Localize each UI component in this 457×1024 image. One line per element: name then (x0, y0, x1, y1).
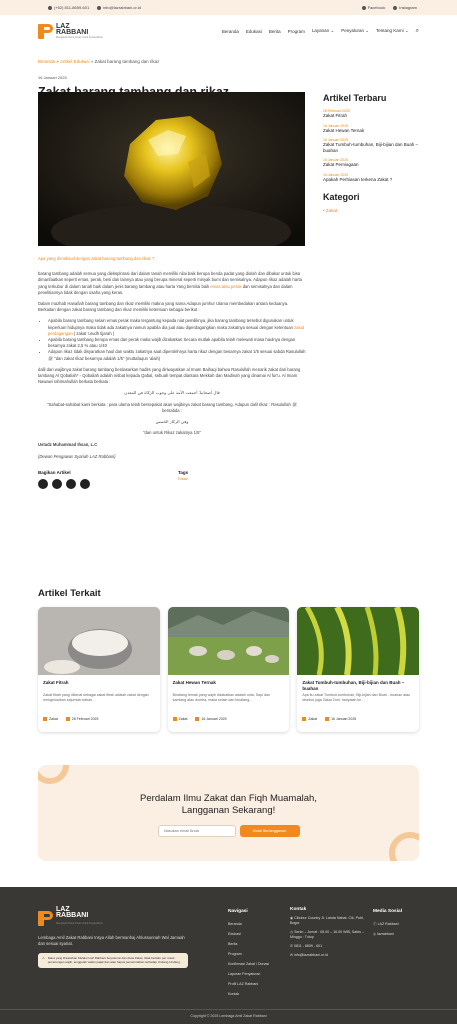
chevron-down-icon: ⌄ (330, 28, 335, 33)
rules-list (38, 318, 306, 361)
instagram-link[interactable]: Instagram (393, 5, 417, 10)
card-category[interactable]: Zakat (43, 717, 58, 721)
nav-layanan[interactable]: Layanan ⌄ (311, 28, 335, 33)
phone-icon (48, 6, 52, 10)
footer-nav: Navigasi Beranda Edukasi Berita Program Konfirmasi Zakat / Donasi Laporan Penyaluran Profil LAZ Rabbani Kontak (228, 907, 269, 999)
card-date: 28 Februari 2025 (66, 717, 99, 721)
article-question: Apa yang dimaksud dengan zakat barang tambang dan rikaz ? (38, 256, 155, 261)
calendar-icon (66, 717, 70, 721)
chevron-down-icon: ⌄ (365, 28, 370, 33)
email-contact[interactable]: info@lazrabbani.or.id (97, 5, 141, 10)
footer-email[interactable]: ✉ info@lazrabbani.or.id (290, 953, 328, 957)
footer-instagram-link[interactable]: ◎ lazrabbani (373, 932, 394, 936)
facebook-link[interactable]: Facebook (362, 5, 386, 10)
nav-program[interactable]: Program (287, 28, 305, 34)
copyright: Copyright © 2025 Lembaga Amil Zakat Rabbani (0, 1009, 457, 1018)
logo-icon (38, 911, 53, 926)
featured-image-gold-nugget (38, 92, 305, 246)
main-navbar (0, 15, 457, 47)
calendar-icon (325, 717, 329, 721)
footer-social: Media Sosial ⓕ LAZ Rabbani ◎ lazrabbani (373, 907, 402, 939)
top-contact-bar (0, 0, 457, 15)
related-articles (38, 588, 419, 732)
chevron-down-icon: ⌄ (404, 28, 409, 33)
author-title: (Dewan Pengawas Syariah LAZ Rabbani) (38, 453, 116, 459)
related-card[interactable]: Zakat Fitrah Zakat fitrah yang dikenal sebagai zakat fitrah adalah zakat dengan mengeluarkan sejumlah bahan… Zakat 28 Februari 2025 (38, 607, 160, 732)
article-paragraph: barang tambang adalah semua yang dieksplorasi dari dalam tanah memiliki nilai baik berupa benda padat yang diolah dan dibakar untuk bisa dimanfaatkan seperti emas, perak, besi dan lainnya atau yang berupa mineral seperti minyak bumi dan semisalnya. Adapun rikaz adalah harta yang terkubur di dalam tanah baik dalam jenis barang tambang atau harta Yang bernilai baik emas atau perak dan semisalnya dan dalam penelitiannya tidak dengan usaha yang keras. (38, 271, 302, 295)
recent-article[interactable]: 16 Januari 2025 Apakah Perhiasan terkena Zakat ? (323, 172, 393, 182)
footer-link[interactable]: Konfirmasi Zakat / Donasi (228, 962, 270, 966)
article-body (38, 256, 306, 460)
arabic-quote: وفي الركاز الخمس (155, 419, 189, 425)
mail-icon (97, 6, 101, 10)
footer-link[interactable]: Program (228, 952, 242, 956)
facebook-icon: ⓕ (373, 922, 378, 926)
nav-berita[interactable]: Berita (268, 28, 281, 34)
nav-tentang-kami[interactable]: Tentang Kami ⌄ (376, 28, 409, 33)
nav-beranda[interactable]: Beranda (221, 28, 239, 34)
email-field[interactable] (158, 825, 236, 837)
share-section: Bagikan Artikel Tags Rikaz (38, 470, 306, 489)
breadcrumb: Beranda » Artikel Edukasi » Zakat barang tambang dan rikaz (38, 59, 160, 64)
related-card[interactable]: Zakat Hewan Ternak Binatang ternak yang wajib dizakatkan adalah unta, Sapi dan kambing atau domba, maka selain dari binatang… Zakat 16 Januari 2025 (168, 607, 290, 732)
card-category[interactable]: Zakat (173, 717, 188, 721)
category-item[interactable]: • Zakat (323, 208, 338, 213)
article-paragraph: dalil dari wajibnya zakat barang tambang berdasarkan hadits yang diriwayatkan al Imam Baihaqi bahwa Rasulullah menarik zakat dari barang tambang Al Qobaliah* - Qobaliah adalah nisbat kepada Qabal, sebuah tempat diantara Mekkah dan Madinah yang dinamai Al fur'u. Al Imam Nawawi rahimahullah berkata berkata : (38, 366, 301, 385)
footer-link[interactable]: Beranda (228, 922, 242, 926)
clock-icon: ◷ (290, 930, 295, 934)
article-paragraph: "Sahabat-sahabat kami berkata : para ulama telah bersepakat akan wajibnya zakat barang tambang. Adapun dalil rikaz : Rasulullah ﷺ bersabda : (46, 401, 298, 413)
recent-articles-title: Artikel Terbaru (323, 93, 387, 103)
article-main (38, 92, 306, 489)
article-paragraph: Dalam mazhab Hanafiah barang tambang dan rikaz memiliki makna yang sama Adapun jumhur Ulama membedakan antara keduanya. Berkaitan dengan zakat barang tambang dan rikaz memiliki ketentuan sebagai berikut : (38, 301, 289, 313)
subscribe-banner (38, 765, 419, 861)
list-item: • Apabila barang tambang selain emas perak maka tergantung kepada niat pemiliknya, jika barang tambang tersebut digunakan untuk keperluan hidupnya maka tidak ada zakatnya namun apabila dia jual atau diperdagangkan maka zakatnya sesuai dengan ketentuan zakat perdagangan ( zakat 'urudh tijarah ) (48, 318, 306, 337)
instagram-icon: ◎ (373, 932, 378, 936)
category-title: Kategori (323, 192, 360, 202)
footer-logo[interactable]: LAZ RABBANI Mengelola Dana Umat Untuk Kemandirian (38, 907, 188, 929)
recent-article[interactable]: 16 Januari 2025 Zakat Hewan Ternak (323, 123, 365, 133)
inline-link-zakat-perdagangan[interactable]: zakat perdagangan (48, 324, 305, 336)
inline-link-emas-perak[interactable]: emas atau perak (210, 283, 242, 289)
sheep-field-image (168, 607, 290, 675)
recent-article[interactable]: 16 Januari 2025 Zakat Tumbuh-tumbuhan, Biji-bijian dan Buah – buahan (323, 138, 419, 153)
phone-icon: ✆ (290, 944, 295, 948)
nav-edukasi[interactable]: Edukasi (245, 28, 262, 34)
article-paragraph: "dan untuk Rikaz zakatnya 1/5" (143, 430, 201, 436)
footer-phone[interactable]: ✆ 0811 - 8659 - 601 (290, 944, 323, 948)
rice-bowl-image (38, 607, 160, 675)
site-footer (0, 887, 457, 1024)
hours: ◷ Senin – Jumat : 08.00 – 16.00 WIB, Sabtu – Minggu : Tutup (290, 930, 365, 939)
search-icon[interactable]: ⌕ (415, 27, 419, 34)
nav-menu (222, 28, 419, 35)
messenger-share-icon[interactable] (80, 479, 90, 489)
sidebar (323, 93, 419, 213)
tag-icon (302, 717, 306, 721)
list-item: • Adapun rikaz tidak disyaratkan haul dan waktu zakatnya saat diperolehnya harta rikaz dengan besarnya zakat 1/5 sesuai sabda Rasulullah ﷺ "dan zakat rikaz besarnya adalah 1/5" (muttafaqun 'alaih) (48, 349, 306, 361)
tag-link[interactable]: Rikaz (178, 475, 189, 481)
author-name: Ustadz Muhammad Ihsan, L.C (38, 442, 98, 448)
breadcrumb-home[interactable]: Beranda (38, 59, 56, 64)
arabic-quote: قال أصحابنا: أجمعت الأمة على وجوب الزكاة في المعدن (124, 390, 220, 396)
footer-link[interactable]: Kontak (228, 992, 240, 996)
card-category[interactable]: Zakat (302, 717, 317, 721)
footer-link[interactable]: Profil LAZ Rabbani (228, 982, 259, 986)
subscribe-title: Perdalam Ilmu Zakat dan Fiqh Muamalah, (140, 793, 317, 804)
breadcrumb-category[interactable]: Artikel Edukasi (59, 59, 90, 64)
post-date: 16 Januari 2025 (38, 75, 67, 80)
card-date: 16 Januari 2025 (325, 717, 356, 721)
location-icon: ◉ (290, 916, 295, 920)
rice-plant-image (297, 607, 419, 675)
phone-contact[interactable]: (+62) 811-8659-601 (48, 5, 89, 10)
facebook-share-icon[interactable] (38, 479, 48, 489)
footer-link[interactable]: Berita (228, 942, 238, 946)
tag-icon (173, 717, 177, 721)
calendar-icon (195, 717, 199, 721)
mail-icon: ✉ (290, 953, 295, 957)
breadcrumb-current: Zakat barang tambang dan rikaz (94, 59, 160, 64)
warning-icon: ⚠ (42, 956, 45, 960)
related-card[interactable]: Zakat Tumbuh-tumbuhan, Biji-bijian dan Buah – buahan Apa itu zakat Tumbuh-tumbuhan, Biji-bijian dan Buah - buahan atau disebut juga Zakat Zuru' hanyalah ke… Zakat 16 Januari 2025 (297, 607, 419, 732)
footer-link[interactable]: Edukasi (228, 932, 241, 936)
facebook-icon (362, 6, 366, 10)
instagram-icon (393, 6, 397, 10)
address: ◉ Cibubur Country Jl. Lahda Nabat. Cik, Putri, Bogor (290, 916, 365, 925)
nav-penyaluran[interactable]: Penyaluran ⌄ (341, 28, 370, 33)
subscribe-button[interactable]: Mulai Berlangganan (240, 825, 300, 837)
footer-facebook-link[interactable]: ⓕ LAZ Rabbani (373, 922, 399, 926)
logo-icon (38, 24, 53, 39)
subscribe-subtitle: Langganan Sekarang! (181, 805, 276, 816)
list-item: • Apabila barang tambang berupa emas dan perak maka wajib dizakatkan Secara mutlak apabila telah melewati masa haulnya dengan besarnya zakat 2,5 % atau 1/40 (48, 337, 306, 349)
tag-icon (43, 717, 47, 721)
whatsapp-share-icon[interactable] (66, 479, 76, 489)
footer-contact: Kontak ◉ Cibubur Country Jl. Lahda Nabat. Cik, Putri, Bogor ◷ Senin – Jumat : 08.00 – 16.00 WIB, Sabtu – Minggu : Tutup ✆ 0811 - 8659 - 601 ✉ info@lazrabbani.or.id (290, 907, 368, 958)
related-title: Artikel Terkait (38, 588, 101, 599)
card-date: 16 Januari 2025 (195, 717, 226, 721)
recent-article[interactable]: 28 Februari 2025 Zakat Fitrah (323, 109, 350, 118)
site-logo[interactable]: LAZ RABBANI Mengelola Dana Umat Untuk Kemandirian (38, 24, 103, 39)
footer-link[interactable]: Laporan Penyaluran (228, 972, 261, 976)
footer-about: Lembaga Amil Zakat Rabbani Insya Allah bermanhaj Ahlussunnah Wal Jamaah dan sesuai syariat. (38, 935, 185, 946)
footer-notice: ⚠ Dana yang Disalurkan Melalui LAZ Rabbani berpotensi dan dana Zakat, tidak berlaku per untuk pemotongan wajib, tenggelah waktu pajak dan atau hapus pemerintahan terhadap Undang-Undang. (38, 953, 188, 968)
recent-article[interactable]: 16 Januari 2025 Zakat Perniagaan (323, 158, 359, 167)
x-share-icon[interactable] (52, 479, 62, 489)
